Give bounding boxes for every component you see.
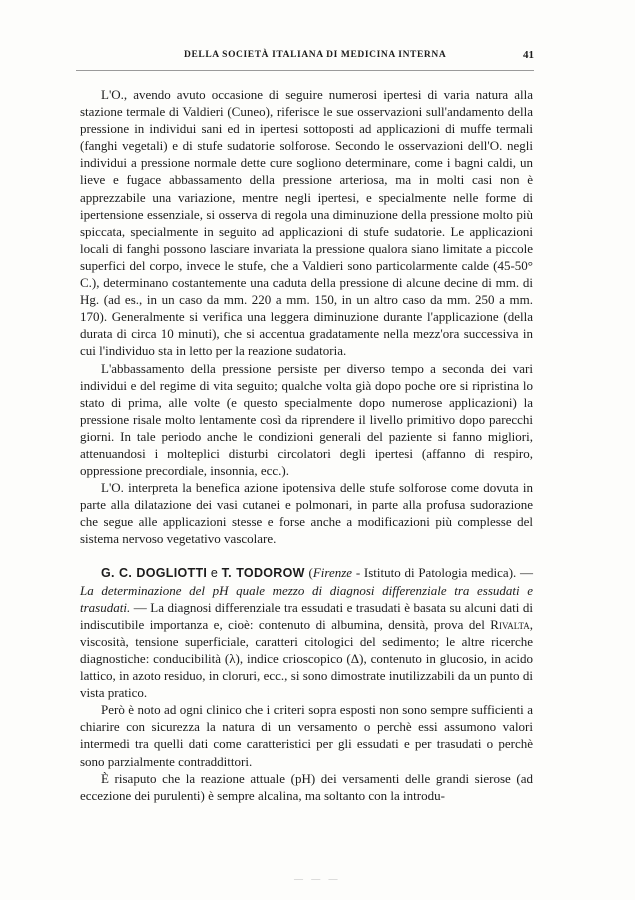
abstract-paragraph — [80, 564, 533, 702]
abstract-text-b: , viscosità, tensione superficiale, caratteri citologici del sedimento; le altre ricerche diagnostiche: conducibilità (λ), indice crioscopico (Δ), contenuto in glucosio, in acido lattico, in azoto residuo, in cloruri, ecc., si sono dimostrate inutilizzabili da un punto di vista pratico. — [80, 616, 533, 701]
affiliation-institute: - Istituto di Patologia medica). — [352, 564, 517, 580]
paragraph-ph-reaction: È risaputo che la reazione attuale (pH) dei versamenti delle grandi sierose (ad eccezione dei purulenti) è sempre alcalina, ma soltanto con la introdu- — [80, 770, 533, 803]
paragraph-interpretation: L'O. interpreta la benefica azione ipotensiva delle stufe solforose come dovuta in parte alla dilatazione dei vasi cutanei e polmonari, in parte alla profusa sudorazione che segue alle applicazioni stesse e forse anche a modificazioni più complesse del sistema nervoso vegetativo vascolare. — [80, 480, 533, 547]
affiliation-city: Firenze — [312, 564, 353, 580]
rivalta-test: Rivalta — [490, 616, 530, 632]
author-todorow: T. TODOROW — [221, 565, 305, 580]
author-dogliotti: G. C. DOGLIOTTI — [101, 565, 208, 580]
page-bottom-mark: — — — — [294, 874, 341, 884]
header-rule — [76, 70, 534, 71]
paragraph-valdieri-observations: L'O., avendo avuto occasione di seguire numerosi ipertesi di varia natura alla stazione termale di Valdieri (Cuneo), riferisce le sue osservazioni sull'andamento della pressione in individui sani ed in ipertesi sottoposti ad applicazioni di muffe termali (fanghi vegetali) e di stufe sudatorie solforose. Secondo le osservazioni dell'O. negli individui a pressione normale dette cure sogliono determinare, come i bagni caldi, un lieve e fugace abbassamento della pressione arteriosa, ma in molti casi non è apprezzabile una variazione, mentre negli ipertesi, e specialmente nelle forme di ipertensione essenziale, si osserva di regola una diminuzione della pressione molto più spiccata, specialmente in seguito ad applicazioni di stufe sudatorie. Le applicazioni locali di fanghi possono lasciare invariata la pressione qualora siano limitate a piccole superfici del corpo, invece le stufe, che a Valdieri sono particolarmente calde (45-50° C.), determinano costantemente una caduta della pressione di alcune decine di mm. di Hg. (ad es., in un caso da mm. 220 a mm. 150, in un altro caso da mm. 250 a mm. 170). Generalmente si verifica una leggera diminuzione durante l'applicazione (della durata di circa 10 minuti), che si accentua gradatamente nella mezz'ora successiva in cui l'individuo sta in letto per la reazione sudatoria. — [80, 87, 533, 359]
running-title: DELLA SOCIETÀ ITALIANA DI MEDICINA INTERNA — [184, 50, 447, 60]
author-conjunction: e — [210, 565, 218, 580]
page-number: 41 — [523, 49, 534, 61]
paragraph-pressure-duration: L'abbassamento della pressione persiste per diverso tempo a seconda dei vari individui e del regime di vita seguito; qualche volta già dopo poche ore si ripristina lo stato di prima, alle volte (e questo specialmente dopo numerose applicazioni) la pressione risale molto lentamente così da riprendere il livello primitivo dopo parecchi giorni. In tale periodo anche le condizioni generali del paziente si fanno migliori, attenuandosi i molteplici disturbi circolatori degli ipertesi (affanno di respiro, oppressione precordiale, insonnia, ecc.). — [80, 360, 533, 479]
title-dash: — — [516, 564, 534, 580]
abstract-title: La determinazione del pH quale mezzo di diagnosi differenziale tra essudati e trasudati. — [80, 582, 533, 615]
article-body — [80, 86, 533, 804]
running-head — [76, 50, 534, 64]
paragraph-criteria-insufficient: Però è noto ad ogni clinico che i criteri sopra esposti non sono sempre sufficienti a chiarire con sicurezza la natura di un versamento o perchè essi assumono valori intermedi tra quelli dati come caratteristici per gli essudati e per trasudati o perchè sono parzialmente contraddittori. — [80, 702, 533, 769]
affiliation-open: ( — [308, 564, 313, 580]
abstract-text-a: — La diagnosi differenziale tra essudati e trasudati è basata su alcuni dati di indiscutibile importanza e, cioè: contenuto di albumina, densità, prova del — [80, 599, 533, 632]
